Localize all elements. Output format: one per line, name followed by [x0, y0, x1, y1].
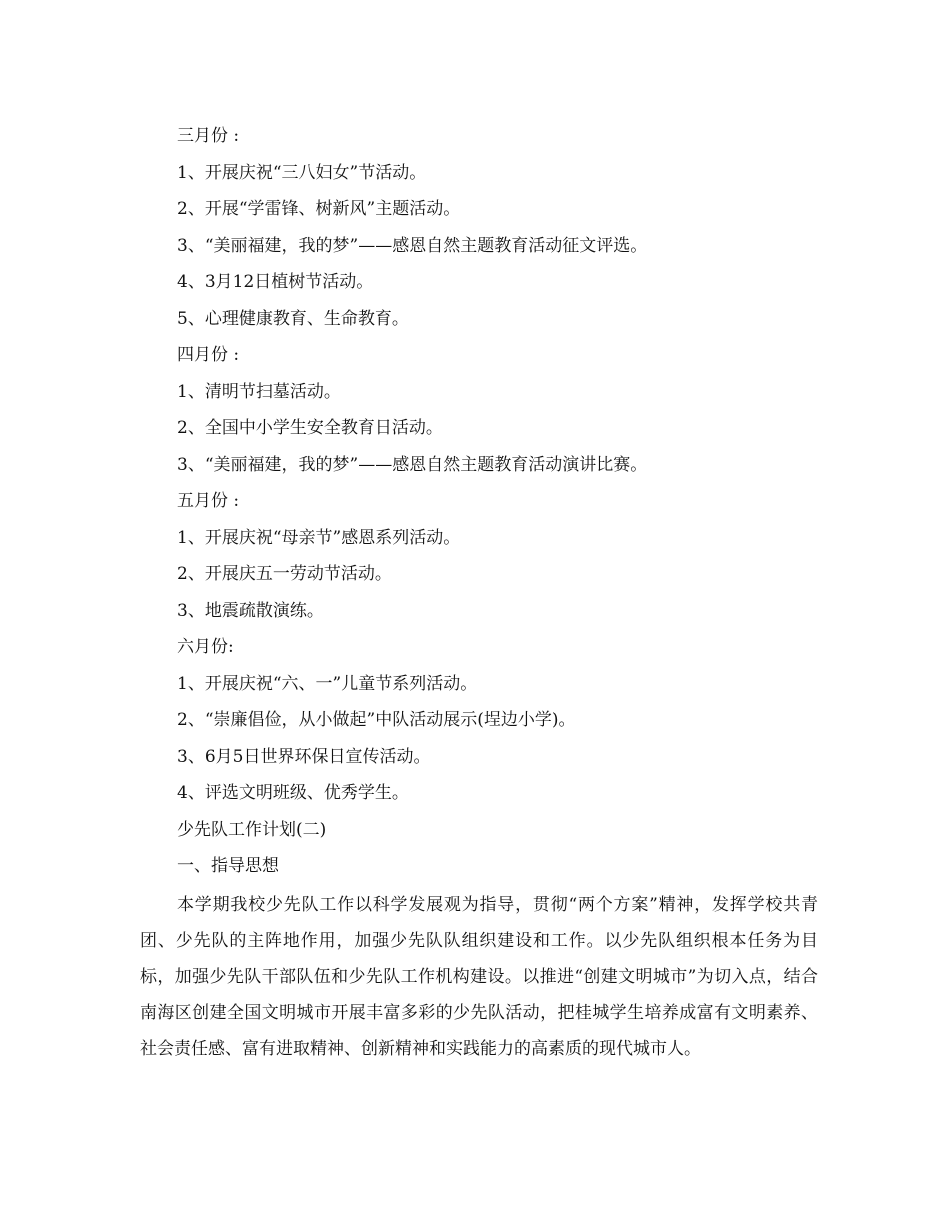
list-item: 3、“美丽福建，我的梦”——感恩自然主题教育活动演讲比赛。: [177, 454, 648, 475]
list-item: 1、清明节扫墓活动。: [177, 381, 341, 402]
list-item: 2、开展“学雷锋、树新风”主题活动。: [177, 199, 461, 219]
list-item: 4、3月12日植树节活动。: [177, 272, 374, 292]
guiding-paragraph: 本学期我校少先队工作以科学发展观为指导，贯彻“两个方案”精神，发挥学校共青团、少先队的主阵地作用，加强少先队队组织建设和工作。以少先队组织根本任务为目标，加强少先队干部队伍和少先队工作机构建设。以推进“创建文明城市”为切入点，结合南海区创建全国文明城市开展丰富多彩的少先队活动，把桂城学生培养成富有文明素养、社会责任感、富有进取精神、创新精神和实践能力的高素质的现代城市人。: [140, 894, 818, 1059]
list-item: 5、心理健康教育、生命教育。: [177, 308, 409, 329]
heading-may: 五月份 :: [177, 491, 240, 511]
heading-april: 四月份 :: [177, 345, 240, 365]
document-body: [140, 118, 818, 1067]
list-item: 4、评选文明班级、优秀学生。: [177, 783, 409, 803]
list-item: 3、地震疏散演练。: [177, 600, 324, 621]
list-item: 2、全国中小学生安全教育日活动。: [177, 418, 443, 438]
list-item: 2、开展庆五一劳动节活动。: [177, 564, 392, 584]
list-item: 1、开展庆祝“六、一”儿童节系列活动。: [177, 673, 478, 694]
section-title: 少先队工作计划(二): [177, 819, 327, 840]
list-item: 2、“崇廉倡俭，从小做起”中队活动展示(埕边小学)。: [177, 710, 576, 730]
subsection-heading: 一、指导思想: [177, 856, 279, 876]
list-item: 3、6月5日世界环保日宣传活动。: [177, 746, 431, 767]
heading-march: 三月份 :: [177, 126, 240, 146]
list-item: 1、开展庆祝“三八妇女”节活动。: [177, 162, 427, 183]
list-item: 3、“美丽福建，我的梦”——感恩自然主题教育活动征文评选。: [177, 235, 648, 256]
list-item: 1、开展庆祝“母亲节”感恩系列活动。: [177, 527, 461, 548]
heading-june: 六月份:: [177, 637, 234, 657]
